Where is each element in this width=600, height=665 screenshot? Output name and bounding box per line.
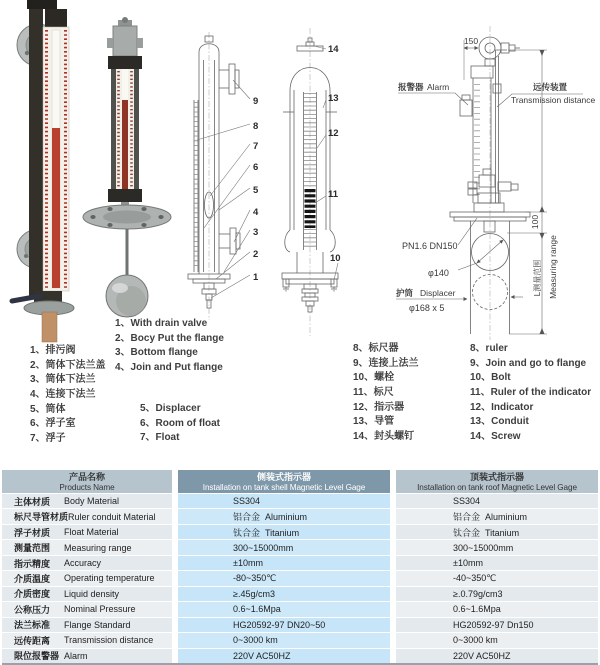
row-label-cell: [2, 556, 172, 570]
top-mount-value: 铝合金 Aluminium: [396, 509, 598, 523]
top-mount-value: ±10mm: [396, 556, 598, 570]
table-row: [2, 555, 598, 570]
table-row: [2, 570, 598, 585]
parts-list-item: 11、标尺: [353, 386, 394, 398]
row-label-en: Accuracy: [64, 558, 102, 569]
dim-150-label: 150: [463, 36, 479, 46]
callout-leaders: [197, 80, 250, 298]
callout-5: 5: [253, 185, 259, 196]
row-label-cell: [2, 602, 172, 616]
side-mount-value: ±10mm: [178, 556, 390, 570]
callout-14: 14: [328, 44, 339, 55]
header-side-mount-cn: 侧装式指示器: [256, 472, 311, 482]
table-row: [2, 494, 598, 508]
parts-list-item: 14、封头螺钉: [353, 430, 415, 442]
row-label-cn: 介质密度: [14, 589, 51, 600]
side-mount-value: HG20592-97 DN20~50: [178, 618, 390, 632]
callout-12: 12: [328, 128, 339, 139]
parts-list-item: 4、连接下法兰: [30, 388, 96, 400]
photo-top-mount-gauge: [83, 17, 171, 317]
row-label-cn: 指示精度: [14, 558, 51, 569]
spec-table: [2, 470, 598, 665]
parts-list-item: 4、Join and Put flange: [115, 361, 223, 373]
parts-list-item: 5、Displacer: [140, 403, 201, 414]
top-mount-value: 0.6~1.6Mpa: [396, 602, 598, 616]
callout-11: 11: [328, 189, 339, 200]
callout-9: 9: [253, 96, 259, 107]
table-row: [2, 539, 598, 554]
table-row: [2, 632, 598, 647]
row-label-en: Float Material: [64, 527, 119, 538]
parts-list-item: 11、Ruler of the indicator: [470, 386, 592, 398]
header-side-mount: [178, 470, 390, 493]
measuring-range-label-cn: L测量范围: [533, 259, 542, 297]
top-mount-value: 0~3000 km: [396, 633, 598, 647]
side-mount-value: 0~3000 km: [178, 633, 390, 647]
parts-list-item: 3、筒体下法兰: [30, 374, 96, 386]
parts-list-item: 8、标尺器: [353, 343, 399, 354]
row-label-en: Transmission distance: [64, 635, 154, 646]
callout-10: 10: [330, 253, 341, 264]
transmission-label-en: Transmission distance: [511, 95, 596, 105]
row-label-cell: [2, 540, 172, 554]
flange-hub: [103, 211, 151, 224]
parts-list-item: 12、指示器: [353, 401, 405, 413]
parts-list-item: 8、ruler: [470, 343, 508, 354]
parts-list-item: 9、连接上法兰: [353, 357, 419, 369]
row-label-en: Liquid density: [64, 588, 120, 599]
header-products-name: [2, 470, 172, 493]
callout-8: 8: [253, 121, 259, 132]
drawing-top-mount-dimensions: [396, 26, 596, 340]
parts-list-item: 10、Bolt: [470, 372, 511, 384]
row-label-cell: [2, 509, 172, 523]
row-label-cn: 限位报警器: [14, 651, 60, 662]
alarm-switch: [460, 100, 472, 116]
parts-list-en-8-14: [470, 342, 591, 444]
header-side-mount-en: Installation on tank shell Magnetic Level Gage: [202, 483, 366, 492]
parts-list-item: 3、Bottom flange: [115, 347, 198, 359]
row-label-cn: 远传距离: [14, 635, 51, 646]
row-label-cn: 公称压力: [14, 604, 51, 615]
row-label-cn: 主体材质: [14, 496, 51, 507]
header-top-mount-en: Installation on tank roof Magnetic Level Gage: [417, 483, 577, 492]
side-mount-value: SS304: [178, 494, 390, 508]
row-label-cn: 测量范围: [14, 543, 51, 554]
spec-table-body: [2, 494, 598, 663]
row-label-cell: [2, 649, 172, 663]
parts-list-en-5-7: [140, 402, 220, 446]
callout-4: 4: [253, 207, 259, 218]
parts-list-item: 6、Room of float: [140, 417, 220, 429]
row-label-en: Ruler conduit Material: [68, 511, 156, 522]
header-top-mount: [396, 470, 598, 493]
parts-list-item: 13、Conduit: [470, 416, 529, 428]
row-label-cn: 标尺导管材质: [14, 512, 69, 523]
table-row: [2, 648, 598, 663]
parts-list-item: 10、螺栓: [353, 372, 395, 384]
spec-table-header: [2, 470, 598, 493]
row-label-cell: [2, 571, 172, 585]
side-mount-value: 铝合金 Aluminium: [178, 509, 390, 523]
parts-list-item: 13、导管: [353, 416, 395, 428]
parts-list-cn-1-7: [30, 344, 106, 446]
row-label-cell: [2, 494, 172, 508]
side-mount-value: ≥.45g/cm3: [178, 587, 390, 601]
parts-list-item: 9、Join and go to flange: [470, 357, 587, 369]
table-row: [2, 601, 598, 616]
drawing3-callout-numbers: [253, 96, 259, 283]
displacer-diameter-label: φ168 x 5: [409, 303, 445, 313]
side-mount-value: 220V AC50HZ: [178, 649, 390, 663]
row-label-cell: [2, 618, 172, 632]
parts-list-item: 6、浮子室: [30, 418, 76, 430]
row-label-cn: 浮子材质: [14, 527, 51, 538]
parts-list-item: 1、排污阀: [30, 345, 76, 356]
callout-13: 13: [328, 93, 339, 104]
header-products-name-cn: 产品名称: [68, 472, 105, 482]
parts-list-item: 5、筒体: [30, 403, 66, 415]
row-label-cn: 介质温度: [14, 573, 51, 584]
callout-2: 2: [253, 249, 259, 260]
header-products-name-en: Products Name: [59, 483, 115, 492]
transmission-label-cn: 远传装置: [533, 82, 568, 92]
top-mount-value: 300~15000mm: [396, 540, 598, 554]
callout-1: 1: [253, 272, 259, 283]
row-label-cell: [2, 587, 172, 601]
parts-list-item: 7、Float: [140, 432, 180, 444]
top-mount-value: ≥.0.79g/cm3: [396, 587, 598, 601]
parts-list-item: 12、Indicator: [470, 401, 534, 413]
displacer-label-cn: 护筒: [396, 288, 414, 298]
callout-6: 6: [253, 162, 259, 173]
displacer-label-en: Displacer: [420, 288, 456, 298]
parts-list-item: 1、With drain valve: [115, 318, 208, 329]
parts-list-cn-8-14: [353, 342, 419, 444]
side-mount-value: 钛合金 Titanium: [178, 525, 390, 539]
top-mount-value: 钛合金 Titanium: [396, 525, 598, 539]
dim-100-label: 100: [530, 214, 540, 230]
row-label-cn: 法兰标准: [14, 620, 51, 631]
top-mount-value: SS304: [396, 494, 598, 508]
flange-spec-label: PN1.6 DN150: [402, 241, 458, 251]
row-label-en: Flange Standard: [64, 619, 131, 630]
side-mount-value: 300~15000mm: [178, 540, 390, 554]
parts-list-en-1-4: [115, 317, 224, 376]
measuring-range-label-en: Measuring range: [548, 235, 558, 299]
parts-list-item: 2、筒体下法兰盖: [30, 359, 106, 371]
drawing-side-mount-callouts: [188, 32, 259, 320]
row-label-en: Measuring range: [64, 542, 132, 553]
parts-list-item: 2、Bocy Put the flange: [115, 332, 224, 344]
table-row: [2, 524, 598, 539]
row-label-en: Alarm: [64, 650, 88, 661]
callout-3: 3: [253, 227, 259, 238]
row-label-en: Nominal Pressure: [64, 604, 136, 615]
parts-list-item: 7、浮子: [30, 432, 66, 444]
row-label-en: Operating temperature: [64, 573, 155, 584]
top-mount-value: HG20592-97 Dn150: [396, 618, 598, 632]
top-mount-value: 220V AC50HZ: [396, 649, 598, 663]
row-label-cell: [2, 525, 172, 539]
table-row: [2, 508, 598, 523]
row-label-cell: [2, 633, 172, 647]
alarm-label-cn: 报警器: [398, 82, 424, 92]
side-mount-value: 0.6~1.6Mpa: [178, 602, 390, 616]
parts-list-item: 14、Screw: [470, 430, 521, 442]
header-top-mount-cn: 顶装式指示器: [469, 472, 524, 482]
side-mount-value: -80~350℃: [178, 571, 390, 585]
table-row: [2, 586, 598, 601]
top-mount-value: -40~350℃: [396, 571, 598, 585]
float-diameter-label: φ140: [428, 268, 449, 278]
table-row: [2, 617, 598, 632]
callout-7: 7: [253, 141, 259, 152]
photo-side-mount-gauge: [12, 0, 74, 342]
alarm-label-en: Alarm: [427, 82, 450, 92]
row-label-en: Body Material: [64, 496, 120, 507]
drawing-indicator-callouts: [282, 28, 341, 336]
